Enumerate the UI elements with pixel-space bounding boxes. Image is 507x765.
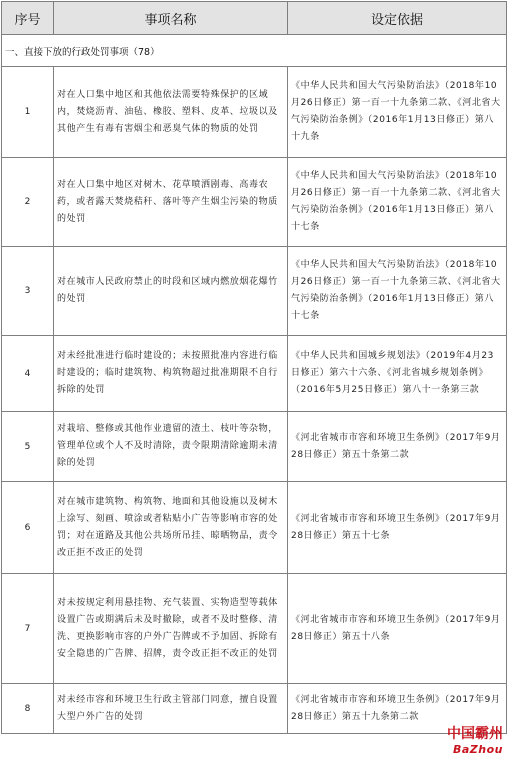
- row-no: 7: [2, 574, 54, 684]
- row-item-name: 对栽培、整修或其他作业遗留的渣土、枝叶等杂物，管理单位或个人不及时清除，责令限期清除逾期未清除的处罚: [54, 412, 288, 482]
- row-basis: 《河北省城市市容和环境卫生条例》（2017年9月28日修正）第五十七条: [288, 482, 507, 574]
- table-row: [2, 574, 507, 684]
- row-no: 3: [2, 247, 54, 336]
- watermark-chinese: 中国霸州: [447, 726, 503, 742]
- table-row: [2, 336, 507, 412]
- watermark-latin: BaZhou: [452, 743, 503, 756]
- table-row: [2, 684, 507, 734]
- table-row: [2, 482, 507, 574]
- row-item-name: 对未经市容和环境卫生行政主管部门同意，擅自设置大型户外广告的处罚: [54, 684, 288, 734]
- row-no: 1: [2, 67, 54, 158]
- table-header-row: [2, 2, 507, 35]
- row-basis: 《河北省城市市容和环境卫生条例》（2017年9月28日修正）第五十条第二款: [288, 412, 507, 482]
- table-row: [2, 158, 507, 247]
- row-item-name: 对在人口集中地区对树木、花草喷洒剧毒、高毒农药，或者露天焚烧秸秆、落叶等产生烟尘污染的物质的处罚: [54, 158, 288, 247]
- header-basis: 设定依据: [288, 2, 507, 35]
- table-row: [2, 247, 507, 336]
- row-basis: 《河北省城市市容和环境卫生条例》（2017年9月28日修正）第五十八条: [288, 574, 507, 684]
- row-no: 2: [2, 158, 54, 247]
- table-row: [2, 67, 507, 158]
- row-item-name: 对未按规定利用悬挂物、充气装置、实物造型等载体设置广告或期满后未及时撤除，或者不及时整修、清洗、更换影响市容的户外广告牌或不予加固、拆除有安全隐患的广告牌、招牌，责令改正拒不改正的处罚: [54, 574, 288, 684]
- row-item-name: 对在城市人民政府禁止的时段和区域内燃放烟花爆竹的处罚: [54, 247, 288, 336]
- penalty-items-table: [1, 1, 507, 734]
- row-no: 5: [2, 412, 54, 482]
- section-row: [2, 35, 507, 67]
- section-title: 一、直接下放的行政处罚事项（78）: [2, 35, 507, 67]
- header-no: 序号: [2, 2, 54, 35]
- table-row: [2, 412, 507, 482]
- row-basis: 《河北省城市市容和环境卫生条例》（2017年9月28日修正）第五十九条第二款: [288, 684, 507, 734]
- header-name: 事项名称: [54, 2, 288, 35]
- row-no: 8: [2, 684, 54, 734]
- row-basis: 《中华人民共和国大气污染防治法》（2018年10月26日修正）第一百一十九条第二款、《河北省大气污染防治条例》（2016年1月13日修正）第八十七条: [288, 158, 507, 247]
- row-basis: 《中华人民共和国大气污染防治法》（2018年10月26日修正）第一百一十九条第二款、《河北省大气污染防治条例》（2016年1月13日修正）第八十九条: [288, 67, 507, 158]
- row-item-name: 对在人口集中地区和其他依法需要特殊保护的区域内，焚烧沥青、油毡、橡胶、塑料、皮革、垃圾以及其他产生有毒有害烟尘和恶臭气体的物质的处罚: [54, 67, 288, 158]
- row-item-name: 对未经批准进行临时建设的；未按照批准内容进行临时建设的；临时建筑物、构筑物超过批准期限不自行拆除的处罚: [54, 336, 288, 412]
- row-no: 4: [2, 336, 54, 412]
- row-no: 6: [2, 482, 54, 574]
- row-item-name: 对在城市建筑物、构筑物、地面和其他设施以及树木上涂写、刻画、喷涂或者粘贴小广告等影响市容的处罚；对在道路及其他公共场所吊挂、晾晒物品，责令改正拒不改正的处罚: [54, 482, 288, 574]
- row-basis: 《中华人民共和国城乡规划法》（2019年4月23日修正）第六十六条、《河北省城乡规划条例》（2016年5月25日修正）第八十一条第三款: [288, 336, 507, 412]
- row-basis: 《中华人民共和国大气污染防治法》（2018年10月26日修正）第一百一十九条第三款、《河北省大气污染防治条例》（2016年1月13日修正）第八十七条: [288, 247, 507, 336]
- site-watermark-logo: [443, 725, 503, 763]
